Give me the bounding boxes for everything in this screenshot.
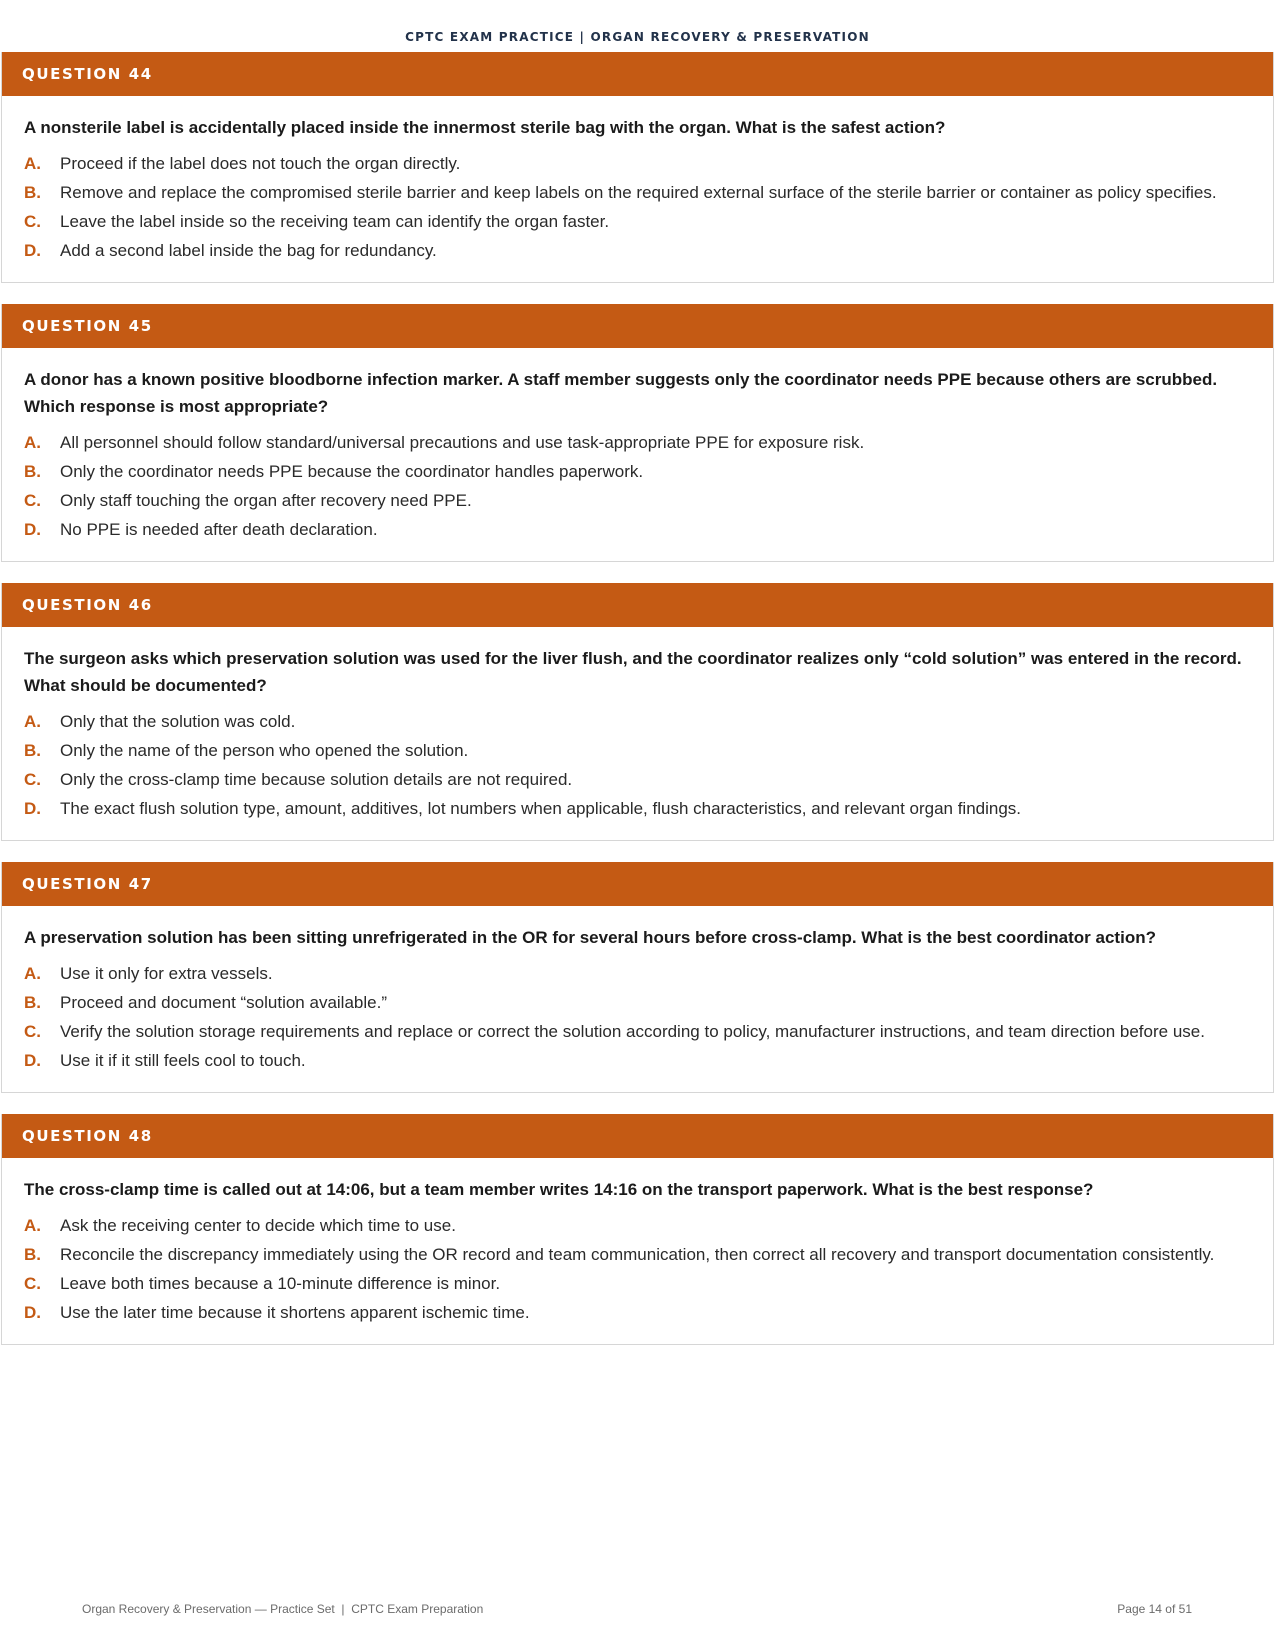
option-letter: D.: [24, 1303, 41, 1322]
option-letter: B.: [24, 741, 41, 760]
question-card: [1, 52, 1274, 283]
question-list: [1, 52, 1274, 1366]
answer-option: [24, 1269, 1251, 1298]
option-text: Only the name of the person who opened the solution.: [60, 741, 469, 760]
answer-option: [24, 1211, 1251, 1240]
answer-option: [24, 959, 1251, 988]
option-letter: D.: [24, 1051, 41, 1070]
answer-option: [24, 1298, 1251, 1327]
option-letter: C.: [24, 212, 41, 231]
option-text: Only that the solution was cold.: [60, 712, 296, 731]
answer-option: [24, 1046, 1251, 1075]
question-card: [1, 583, 1274, 841]
answer-option: [24, 457, 1251, 486]
question-card: [1, 862, 1274, 1093]
question-body: [2, 627, 1273, 840]
option-text: Ask the receiving center to decide which time to use.: [60, 1216, 456, 1235]
question-label: QUESTION 46: [2, 583, 1273, 627]
option-letter: D.: [24, 241, 41, 260]
question-stem: A preservation solution has been sitting unrefrigerated in the OR for several hours before cross-clamp. What is the best coordinator action?: [24, 928, 1156, 947]
option-letter: A.: [24, 433, 41, 452]
option-text: Only the coordinator needs PPE because the coordinator handles paperwork.: [60, 462, 644, 481]
question-label: QUESTION 45: [2, 304, 1273, 348]
option-letter: A.: [24, 964, 41, 983]
option-text: Use it only for extra vessels.: [60, 964, 273, 983]
answer-option: [24, 736, 1251, 765]
option-letter: B.: [24, 1245, 41, 1264]
option-letter: B.: [24, 993, 41, 1012]
question-card: [1, 1114, 1274, 1345]
option-letter: B.: [24, 183, 41, 202]
answer-option: [24, 178, 1251, 207]
option-text: Use the later time because it shortens apparent ischemic time.: [60, 1303, 530, 1322]
answer-option: [24, 707, 1251, 736]
option-letter: B.: [24, 462, 41, 481]
option-text: Verify the solution storage requirements and replace or correct the solution according to policy, manufacturer instructions, and team direction before use.: [60, 1022, 1205, 1041]
option-text: Remove and replace the compromised sterile barrier and keep labels on the required external surface of the sterile barrier or container as policy specifies.: [60, 183, 1217, 202]
running-header: CPTC EXAM PRACTICE | ORGAN RECOVERY & PRESERVATION: [405, 30, 870, 44]
option-letter: C.: [24, 1022, 41, 1041]
answer-option: [24, 1017, 1251, 1046]
answer-option: [24, 1240, 1251, 1269]
option-text: Add a second label inside the bag for redundancy.: [60, 241, 437, 260]
answer-option: [24, 515, 1251, 544]
page-number: Page 14 of 51: [1117, 1602, 1192, 1616]
question-body: [2, 906, 1273, 1092]
option-text: The exact flush solution type, amount, additives, lot numbers when applicable, flush characteristics, and relevant organ findings.: [60, 799, 1022, 818]
option-text: All personnel should follow standard/universal precautions and use task-appropriate PPE for exposure risk.: [60, 433, 865, 452]
option-letter: A.: [24, 154, 41, 173]
option-text: Leave both times because a 10-minute difference is minor.: [60, 1274, 501, 1293]
answer-option: [24, 794, 1251, 823]
page-footer: [82, 1602, 1192, 1616]
question-stem: A nonsterile label is accidentally placed inside the innermost sterile bag with the organ. What is the safest action?: [24, 118, 946, 137]
question-label: QUESTION 48: [2, 1114, 1273, 1158]
option-text: Only staff touching the organ after recovery need PPE.: [60, 491, 472, 510]
option-text: Proceed if the label does not touch the organ directly.: [60, 154, 461, 173]
answer-option: [24, 207, 1251, 236]
question-card: [1, 304, 1274, 562]
option-text: Only the cross-clamp time because solution details are not required.: [60, 770, 573, 789]
answer-option: [24, 149, 1251, 178]
question-stem: The cross-clamp time is called out at 14:06, but a team member writes 14:16 on the transport paperwork. What is the best response?: [24, 1180, 1094, 1199]
question-label: QUESTION 44: [2, 52, 1273, 96]
option-letter: C.: [24, 1274, 41, 1293]
option-letter: D.: [24, 520, 41, 539]
option-letter: D.: [24, 799, 41, 818]
option-text: Reconcile the discrepancy immediately using the OR record and team communication, then correct all recovery and transport documentation consistently.: [60, 1245, 1215, 1264]
question-body: [2, 96, 1273, 282]
answer-option: [24, 765, 1251, 794]
option-text: Proceed and document “solution available.”: [60, 993, 387, 1012]
question-stem: The surgeon asks which preservation solution was used for the liver flush, and the coordinator realizes only “cold solution” was entered in the record. What should be documented?: [24, 649, 1242, 695]
answer-option: [24, 236, 1251, 265]
question-body: [2, 348, 1273, 561]
question-label: QUESTION 47: [2, 862, 1273, 906]
question-body: [2, 1158, 1273, 1344]
option-text: No PPE is needed after death declaration.: [60, 520, 378, 539]
answer-option: [24, 428, 1251, 457]
option-text: Use it if it still feels cool to touch.: [60, 1051, 306, 1070]
option-letter: C.: [24, 770, 41, 789]
question-stem: A donor has a known positive bloodborne infection marker. A staff member suggests only the coordinator needs PPE because others are scrubbed. Which response is most appropriate?: [24, 370, 1218, 416]
option-letter: C.: [24, 491, 41, 510]
footer-title: Organ Recovery & Preservation — Practice Set | CPTC Exam Preparation: [82, 1602, 484, 1616]
option-letter: A.: [24, 712, 41, 731]
option-letter: A.: [24, 1216, 41, 1235]
option-text: Leave the label inside so the receiving team can identify the organ faster.: [60, 212, 610, 231]
answer-option: [24, 486, 1251, 515]
answer-option: [24, 988, 1251, 1017]
